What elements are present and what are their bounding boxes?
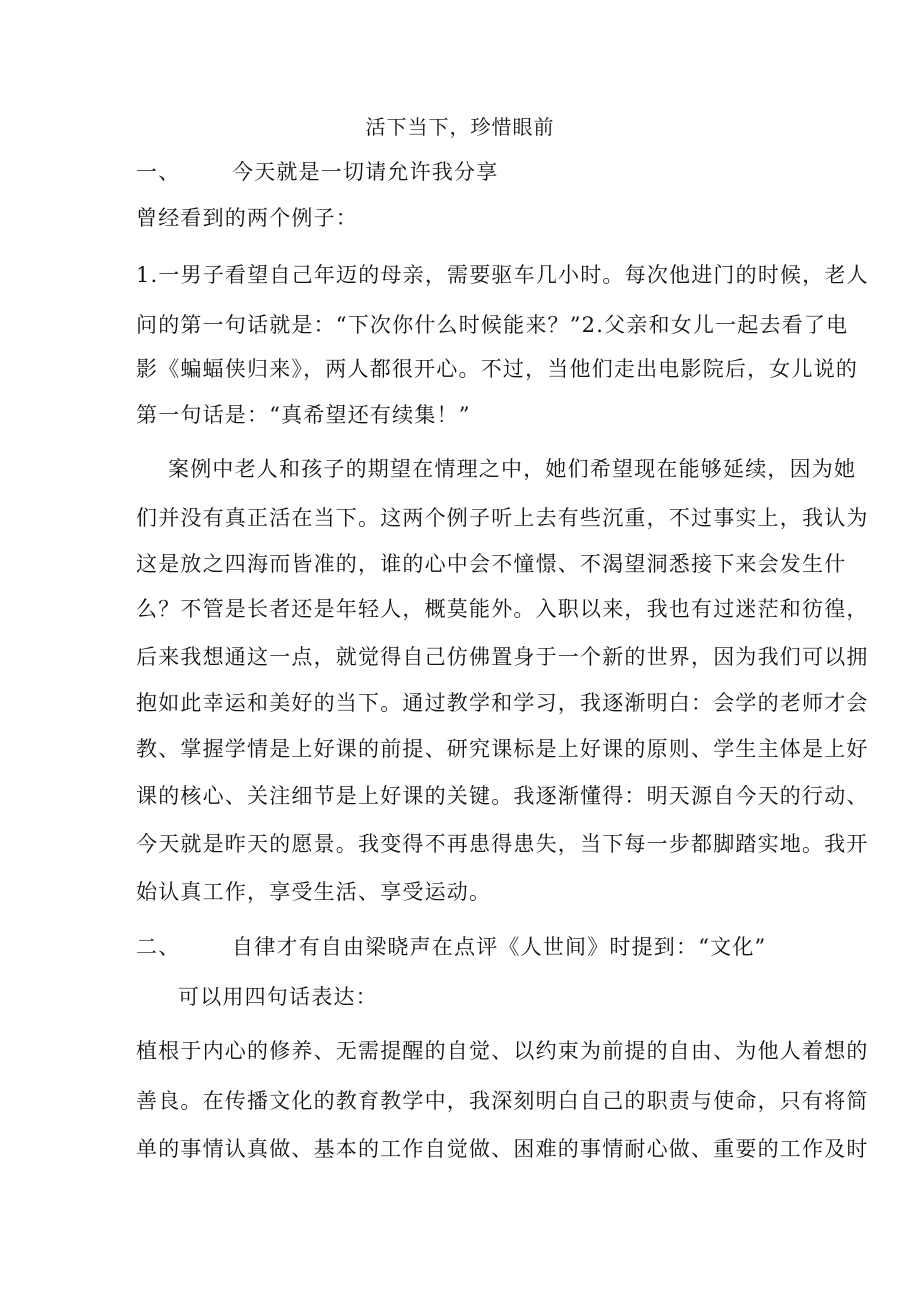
heading-2-text: 自律才有自由梁晓声在点评《人世间》时提到：“文化” [232,935,767,959]
paragraph-line: 影《蝙蝠侠归来》，两人都很开心。不过，当他们走出电影院后，女儿说的 [136,357,859,381]
paragraph-line: 第一句话是：“真希望还有续集！” [136,403,471,427]
heading-1-text: 今天就是一切请允许我分享 [232,160,499,184]
paragraph-line: 课的核心、关注细节是上好课的关键。我逐渐懂得：明天源自今天的行动、 [136,784,869,808]
paragraph-line: 1.一男子看望自己年迈的母亲，需要驱车几小时。每次他进门的时候，老人 [136,263,869,287]
paragraph-line: 植根于内心的修养、无需提醒的自觉、以约束为前提的自由、为他人着想的 [136,1039,869,1063]
paragraph-line: 么？不管是长者还是年轻人，概莫能外。入职以来，我也有过迷茫和彷徨， [136,597,869,621]
paragraph-line: 这是放之四海而皆准的，谁的心中会不憧憬、不渴望洞悉接下来会发生什 [136,552,847,576]
paragraph-line: 始认真工作，享受生活、享受运动。 [136,880,492,904]
heading-2 [136,932,806,962]
paragraph-line: 曾经看到的两个例子： [136,206,358,230]
paragraph-line: 单的事情认真做、基本的工作自觉做、困难的事情耐心做、重要的工作及时 [136,1137,869,1161]
paragraph-line: 教、掌握学情是上好课的前提、研究课标是上好课的原则、学生主体是上好 [136,737,869,761]
paragraph-line: 今天就是昨天的愿景。我变得不再患得患失，当下每一步都脚踏实地。我开 [136,832,869,856]
heading-1-number: 一、 [136,160,181,184]
document-title: 活下当下，珍惜眼前 [365,115,555,139]
paragraph-line: 后来我想通这一点，就觉得自己仿佛置身于一个新的世界，因为我们可以拥 [136,645,869,669]
paragraph-line: 抱如此幸运和美好的当下。通过教学和学习，我逐渐明白：会学的老师才会 [136,691,869,715]
paragraph-line: 案例中老人和孩子的期望在情理之中，她们希望现在能够延续，因为她 [168,457,857,481]
heading-2-number: 二、 [136,935,181,959]
paragraph-line: 可以用四句话表达： [178,985,378,1009]
paragraph-line: 善良。在传播文化的教育教学中，我深刻明白自己的职责与使命，只有将简 [136,1089,869,1113]
paragraph-line: 们并没有真正活在当下。这两个例子听上去有些沉重，不过事实上，我认为 [136,506,869,530]
heading-1 [136,157,806,187]
paragraph-line: 问的第一句话就是：“下次你什么时候能来？”2.父亲和女儿一起去看了电 [136,313,849,337]
